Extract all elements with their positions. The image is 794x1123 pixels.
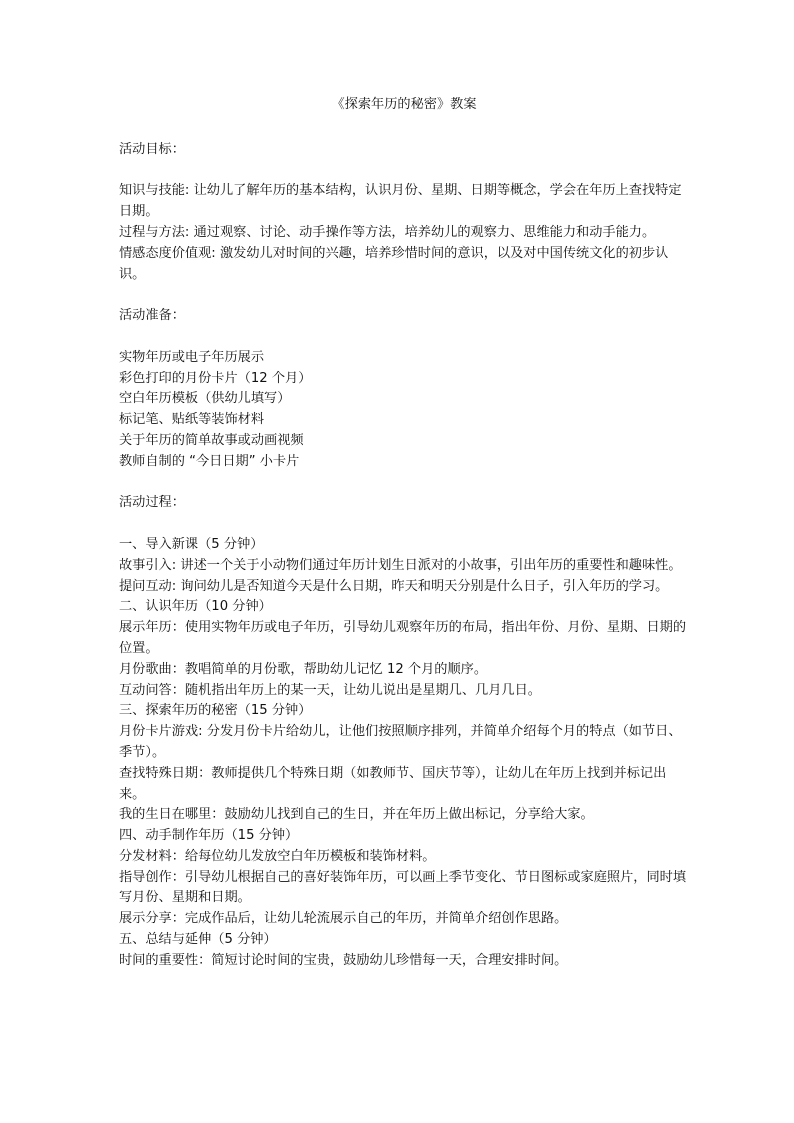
- preparation-item: 实物年历或电子年历展示: [119, 349, 265, 365]
- spacer: [119, 514, 689, 535]
- document-title: 《探索年历的秘密》教案: [331, 97, 477, 112]
- process-line: 月份歌曲：教唱简单的月份歌，帮助幼儿记忆 12 个月的顺序。: [119, 661, 488, 677]
- spacer: [119, 161, 689, 182]
- process-line: 我的生日在哪里：鼓励幼儿找到自己的生日，并在年历上做出标记，分享给大家。: [119, 807, 594, 823]
- goals-heading: 活动目标：: [119, 141, 185, 157]
- section-heading-intro: 一、导入新课（5 分钟）: [119, 536, 264, 552]
- process-line: 指导创作：引导幼儿根据自己的喜好装饰年历，可以画上季节变化、节日图标或家庭照片，同时填写月份、星期和日期。: [119, 869, 687, 906]
- preparation-item: 关于年历的简单故事或动画视频: [119, 432, 304, 448]
- spacer: [119, 285, 689, 306]
- preparation-item: 空白年历模板（供幼儿填写）: [119, 391, 291, 407]
- goal-item: 情感态度价值观: 激发幼儿对时间的兴趣，培养珍惜时间的意识，以及对中国传统文化的初步认识。: [119, 245, 669, 282]
- spacer: [119, 473, 689, 494]
- spacer: [119, 327, 689, 348]
- section-heading-know: 二、认识年历（10 分钟）: [119, 599, 272, 615]
- goal-item: 知识与技能: 让幼儿了解年历的基本结构，认识月份、星期、日期等概念，学会在年历上查找特定日期。: [119, 183, 682, 220]
- preparation-list: [119, 348, 689, 473]
- process-line: 查找特殊日期：教师提供几个特殊日期（如教师节、国庆节等），让幼儿在年历上找到并标记出来。: [119, 765, 667, 802]
- process-heading: 活动过程：: [119, 495, 185, 511]
- process-line: 故事引入: 讲述一个关于小动物们通过年历计划生日派对的小故事，引出年历的重要性和趣味性。: [119, 557, 682, 573]
- process-line: 提问互动: 询问幼儿是否知道今天是什么日期，昨天和明天分别是什么日子，引入年历的学习。: [119, 578, 669, 594]
- process-line: 时间的重要性：简短讨论时间的宝贵，鼓励幼儿珍惜每一天，合理安排时间。: [119, 952, 568, 968]
- section-heading-make: 四、动手制作年历（15 分钟）: [119, 828, 299, 844]
- preparation-heading: 活动准备：: [119, 308, 185, 324]
- process-line: 互动问答：随机指出年历上的某一天，让幼儿说出是星期几、几月几日。: [119, 682, 541, 698]
- process-line: 分发材料：给每位幼儿发放空白年历模板和装饰材料。: [119, 848, 436, 864]
- section-heading-explore: 三、探索年历的秘密（15 分钟）: [119, 703, 312, 719]
- process-line: 展示分享：完成作品后，让幼儿轮流展示自己的年历，并简单介绍创作思路。: [119, 911, 568, 927]
- goal-item: 过程与方法: 通过观察、讨论、动手操作等方法，培养幼儿的观察力、思维能力和动手能力。: [119, 224, 656, 240]
- process-line: 展示年历：使用实物年历或电子年历，引导幼儿观察年历的布局，指出年份、月份、星期、日期的位置。: [119, 620, 687, 656]
- section-heading-summary: 五、总结与延伸（5 分钟）: [119, 932, 277, 948]
- preparation-item: 彩色打印的月份卡片（12 个月）: [119, 370, 312, 386]
- preparation-item: 标记笔、贴纸等装饰材料: [119, 412, 265, 428]
- preparation-item: 教师自制的 “今日日期” 小卡片: [119, 453, 300, 469]
- process-line: 月份卡片游戏: 分发月份卡片给幼儿，让他们按照顺序排列，并简单介绍每个月的特点（如节日、季节）。: [119, 724, 682, 760]
- lesson-plan-page: [119, 95, 689, 972]
